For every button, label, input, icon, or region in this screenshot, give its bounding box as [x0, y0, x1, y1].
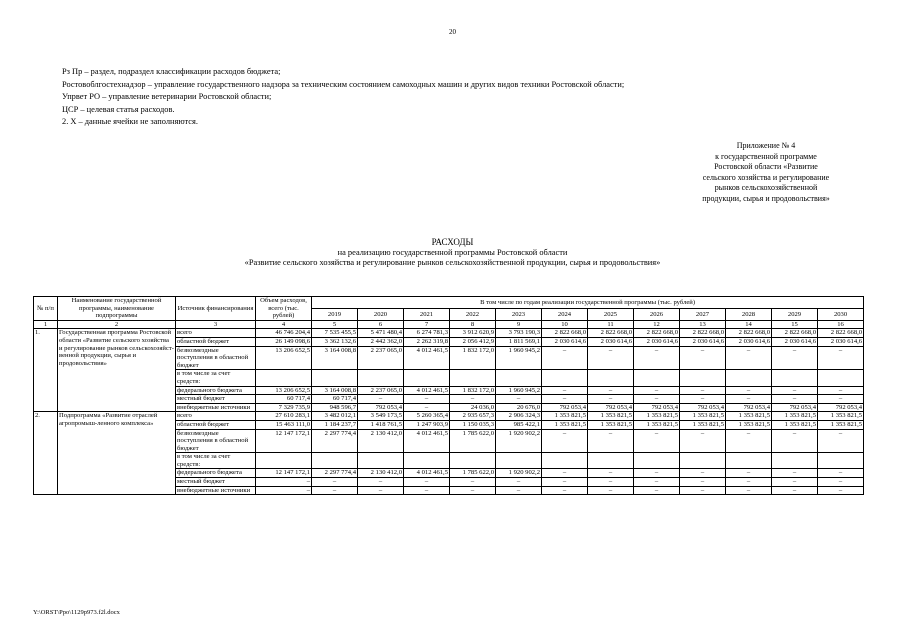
legend-line: 2. Х – данные ячейки не заполняются. — [62, 117, 198, 126]
year-value: – — [772, 395, 818, 404]
year-value: – — [588, 346, 634, 370]
year-value: 1 418 761,5 — [358, 420, 404, 429]
year-value: – — [726, 469, 772, 478]
header-year: 2021 — [404, 308, 450, 320]
year-value: – — [634, 478, 680, 487]
title-heading: РАСХОДЫ — [431, 237, 474, 247]
year-value: 1 785 622,0 — [450, 469, 496, 478]
appendix-line: сельского хозяйства и регулирование — [702, 172, 830, 182]
year-value: – — [818, 386, 864, 395]
year-value: 20 676,0 — [496, 403, 542, 412]
year-value: – — [634, 386, 680, 395]
year-value: – — [818, 486, 864, 495]
column-number: 7 — [404, 320, 450, 329]
year-value — [634, 453, 680, 469]
appendix-line: Ростовской области «Развитие — [714, 162, 818, 171]
year-value — [634, 370, 680, 386]
year-value: 2 822 668,0 — [772, 329, 818, 338]
header-year: 2028 — [726, 308, 772, 320]
year-value — [450, 453, 496, 469]
year-value: – — [450, 478, 496, 487]
year-value: 1 150 035,3 — [450, 420, 496, 429]
funding-source: областной бюджет — [176, 337, 256, 346]
year-value: 2 237 065,0 — [358, 346, 404, 370]
year-value — [680, 370, 726, 386]
header-source: Источник финансирования — [176, 297, 256, 321]
year-value: – — [588, 395, 634, 404]
year-value: – — [450, 395, 496, 404]
year-value: 792 053,4 — [588, 403, 634, 412]
year-value: – — [726, 486, 772, 495]
year-value: 1 184 237,7 — [312, 420, 358, 429]
year-value: 1 353 821,5 — [634, 412, 680, 421]
year-value: 1 353 821,5 — [772, 412, 818, 421]
year-value: 2 030 614,6 — [634, 337, 680, 346]
year-value: 3 482 012,1 — [312, 412, 358, 421]
total-value: 7 329 735,9 — [256, 403, 312, 412]
column-number: 2 — [58, 320, 176, 329]
year-value: 948 596,7 — [312, 403, 358, 412]
year-value: – — [772, 478, 818, 487]
header-years-group: В том числе по годам реализации государственной программы (тыс. рублей) — [312, 297, 864, 309]
year-value: – — [818, 469, 864, 478]
year-value: – — [680, 346, 726, 370]
funding-source: местный бюджет — [176, 478, 256, 487]
year-value: – — [496, 395, 542, 404]
year-value: 5 260 365,4 — [404, 412, 450, 421]
header-year: 2025 — [588, 308, 634, 320]
header-year: 2023 — [496, 308, 542, 320]
year-value: – — [404, 486, 450, 495]
year-value: 792 053,4 — [680, 403, 726, 412]
header-name: Наименование государственной программы, наименование подпрограммы — [58, 297, 176, 321]
year-value: 1 832 172,0 — [450, 346, 496, 370]
year-value: – — [818, 478, 864, 487]
year-value: 2 297 774,4 — [312, 469, 358, 478]
year-value: 1 353 821,5 — [634, 420, 680, 429]
year-value: 3 549 173,5 — [358, 412, 404, 421]
year-value: – — [726, 478, 772, 487]
year-value — [404, 453, 450, 469]
abbreviations-legend — [62, 66, 624, 129]
column-number: 11 — [588, 320, 634, 329]
year-value: 792 053,4 — [542, 403, 588, 412]
legend-line: Рз Пр – раздел, подраздел классификации расходов бюджета; — [62, 67, 281, 76]
funding-source: федерального бюджета — [176, 469, 256, 478]
legend-line: ЦСР – целевая статья расходов. — [62, 104, 175, 114]
column-number: 13 — [680, 320, 726, 329]
legend-line: Ростовоблгостехнадзор – управление государственного надзора за техническим состоянием самоходных машин и других видов техники Ростовской области; — [62, 79, 625, 89]
year-value: 3 793 190,3 — [496, 329, 542, 338]
column-number: 8 — [450, 320, 496, 329]
year-value: 2 935 657,3 — [450, 412, 496, 421]
row-number: 1. — [34, 329, 58, 412]
funding-source: внебюджетные источники — [176, 486, 256, 495]
year-value — [358, 453, 404, 469]
total-value: 26 149 098,6 — [256, 337, 312, 346]
year-value: – — [680, 429, 726, 453]
header-total: Объем расходов, всего (тыс. рублей) — [256, 297, 312, 321]
year-value: – — [772, 386, 818, 395]
year-value: – — [726, 429, 772, 453]
year-value: 1 960 945,2 — [496, 386, 542, 395]
year-value — [542, 453, 588, 469]
total-value — [256, 370, 312, 386]
year-value: 2 822 668,0 — [542, 329, 588, 338]
year-value: – — [588, 469, 634, 478]
column-number: 6 — [358, 320, 404, 329]
total-value: – — [256, 486, 312, 495]
year-value — [818, 370, 864, 386]
appendix-caption — [676, 141, 856, 204]
header-year: 2022 — [450, 308, 496, 320]
year-value: 2 030 614,6 — [818, 337, 864, 346]
year-value: – — [542, 486, 588, 495]
year-value: – — [358, 486, 404, 495]
year-value: – — [588, 478, 634, 487]
year-value: 3 912 620,9 — [450, 329, 496, 338]
year-value: 2 822 668,0 — [680, 329, 726, 338]
header-year: 2024 — [542, 308, 588, 320]
program-name: Государственная программа Ростовской области «Развитие сельского хозяйства и регулирование рынков сельскохозяйст-венной продукции, сырья и продовольствия» — [58, 329, 176, 412]
year-value — [588, 453, 634, 469]
year-value — [496, 453, 542, 469]
year-value: – — [634, 346, 680, 370]
year-value: 2 130 412,0 — [358, 469, 404, 478]
column-number: 14 — [726, 320, 772, 329]
year-value — [726, 453, 772, 469]
year-value: – — [634, 395, 680, 404]
year-value: – — [588, 429, 634, 453]
year-value: – — [772, 469, 818, 478]
header-year: 2020 — [358, 308, 404, 320]
year-value: – — [818, 395, 864, 404]
year-value: 1 811 569,1 — [496, 337, 542, 346]
year-value — [450, 370, 496, 386]
funding-source: областной бюджет — [176, 420, 256, 429]
year-value: 6 274 781,3 — [404, 329, 450, 338]
funding-source: безвозмездные поступления в областной бюджет — [176, 429, 256, 453]
year-value: – — [542, 346, 588, 370]
total-value: – — [256, 478, 312, 487]
year-value: – — [404, 403, 450, 412]
year-value: – — [634, 486, 680, 495]
funding-source: в том числе за счет средств: — [176, 370, 256, 386]
year-value: – — [450, 486, 496, 495]
year-value: 792 053,4 — [726, 403, 772, 412]
year-value: 1 353 821,5 — [818, 420, 864, 429]
year-value: 2 056 412,9 — [450, 337, 496, 346]
year-value — [726, 370, 772, 386]
year-value: – — [496, 486, 542, 495]
year-value: 792 053,4 — [818, 403, 864, 412]
table-row — [34, 329, 864, 338]
year-value: 2 030 614,6 — [588, 337, 634, 346]
header-year: 2026 — [634, 308, 680, 320]
year-value: 2 822 668,0 — [726, 329, 772, 338]
year-value: – — [680, 478, 726, 487]
year-value — [312, 453, 358, 469]
document-title — [0, 237, 905, 269]
year-value: 1 785 622,0 — [450, 429, 496, 453]
year-value: – — [312, 486, 358, 495]
year-value: – — [772, 429, 818, 453]
year-value: – — [818, 346, 864, 370]
total-value: 60 717,4 — [256, 395, 312, 404]
year-value: – — [404, 395, 450, 404]
total-value: 27 610 283,1 — [256, 412, 312, 421]
page-number: 20 — [449, 28, 456, 36]
year-value: – — [680, 486, 726, 495]
year-value: – — [542, 386, 588, 395]
total-value: 12 147 172,1 — [256, 469, 312, 478]
year-value: 4 012 461,5 — [404, 429, 450, 453]
header-year: 2029 — [772, 308, 818, 320]
year-value — [542, 370, 588, 386]
year-value: 24 036,0 — [450, 403, 496, 412]
program-name: Подпрограмма «Развитие отраслей агропромыш-ленного комплекса» — [58, 412, 176, 495]
year-value: 4 012 461,5 — [404, 469, 450, 478]
legend-line: Упрвет РО – управление ветеринарии Ростовской области; — [62, 92, 272, 101]
total-value: 13 206 652,5 — [256, 346, 312, 370]
year-value: 3 164 008,8 — [312, 346, 358, 370]
column-number: 12 — [634, 320, 680, 329]
year-value: 5 471 480,4 — [358, 329, 404, 338]
year-value: – — [680, 386, 726, 395]
year-value: – — [542, 469, 588, 478]
header-year: 2030 — [818, 308, 864, 320]
year-value: 1 920 902,2 — [496, 429, 542, 453]
year-value: 2 442 362,0 — [358, 337, 404, 346]
funding-source: безвозмездные поступления в областной бюджет — [176, 346, 256, 370]
funding-source: всего — [176, 412, 256, 421]
column-number: 4 — [256, 320, 312, 329]
year-value: 1 353 821,5 — [726, 412, 772, 421]
year-value: – — [726, 395, 772, 404]
column-number: 3 — [176, 320, 256, 329]
year-value: 792 053,4 — [358, 403, 404, 412]
year-value — [312, 370, 358, 386]
year-value: 1 353 821,5 — [588, 412, 634, 421]
year-value: 985 422,1 — [496, 420, 542, 429]
year-value: 7 535 455,5 — [312, 329, 358, 338]
year-value: 2 030 614,6 — [542, 337, 588, 346]
year-value: 1 353 821,5 — [588, 420, 634, 429]
header-year: 2019 — [312, 308, 358, 320]
year-value: – — [818, 429, 864, 453]
funding-source: местный бюджет — [176, 395, 256, 404]
year-value: 1 920 902,2 — [496, 469, 542, 478]
year-value: 1 353 821,5 — [726, 420, 772, 429]
year-value: 4 012 461,5 — [404, 386, 450, 395]
year-value: – — [726, 386, 772, 395]
year-value: 2 237 065,0 — [358, 386, 404, 395]
column-number: 16 — [818, 320, 864, 329]
year-value: – — [772, 486, 818, 495]
row-number: 2. — [34, 412, 58, 495]
year-value: 792 053,4 — [634, 403, 680, 412]
year-value — [818, 453, 864, 469]
year-value: 2 262 319,8 — [404, 337, 450, 346]
column-number: 9 — [496, 320, 542, 329]
column-number: 10 — [542, 320, 588, 329]
year-value: – — [772, 346, 818, 370]
appendix-line: Приложение № 4 — [736, 141, 796, 150]
title-line: на реализацию государственной программы Ростовской области — [337, 247, 568, 257]
header-year: 2027 — [680, 308, 726, 320]
year-value: 1 353 821,5 — [818, 412, 864, 421]
year-value: 2 030 614,6 — [680, 337, 726, 346]
year-value: 2 130 412,0 — [358, 429, 404, 453]
table-row — [34, 412, 864, 421]
year-value: 1 960 945,2 — [496, 346, 542, 370]
year-value: – — [680, 469, 726, 478]
appendix-line: продукции, сырья и продовольствия» — [702, 193, 830, 203]
year-value — [358, 370, 404, 386]
year-value: – — [634, 469, 680, 478]
funding-source: федерального бюджета — [176, 386, 256, 395]
year-value: 2 906 324,3 — [496, 412, 542, 421]
year-value: – — [542, 478, 588, 487]
appendix-line: рынков сельскохозяйственной — [714, 183, 818, 192]
year-value: 3 164 008,8 — [312, 386, 358, 395]
year-value: – — [404, 478, 450, 487]
year-value: – — [588, 386, 634, 395]
year-value: – — [312, 478, 358, 487]
year-value: 2 030 614,6 — [726, 337, 772, 346]
year-value: 2 822 668,0 — [634, 329, 680, 338]
year-value: 2 822 668,0 — [588, 329, 634, 338]
year-value: 4 012 461,5 — [404, 346, 450, 370]
year-value: – — [542, 429, 588, 453]
year-value: – — [496, 478, 542, 487]
year-value — [404, 370, 450, 386]
year-value: 2 030 614,6 — [772, 337, 818, 346]
appendix-line: к государственной программе — [715, 151, 817, 161]
year-value — [496, 370, 542, 386]
year-value: – — [726, 346, 772, 370]
year-value: 1 353 821,5 — [542, 420, 588, 429]
expenses-table — [33, 296, 864, 495]
year-value: 1 353 821,5 — [680, 420, 726, 429]
year-value: 3 362 132,6 — [312, 337, 358, 346]
year-value: – — [634, 429, 680, 453]
year-value: 1 353 821,5 — [680, 412, 726, 421]
total-value: 13 206 652,5 — [256, 386, 312, 395]
column-number: 15 — [772, 320, 818, 329]
year-value: 1 353 821,5 — [542, 412, 588, 421]
column-number: 1 — [34, 320, 58, 329]
year-value: – — [680, 395, 726, 404]
year-value: 1 353 821,5 — [772, 420, 818, 429]
year-value: – — [358, 395, 404, 404]
year-value: 2 297 774,4 — [312, 429, 358, 453]
footer-file-path: Y:\ORST\Ppo\1129p973.f2l.docx — [33, 609, 120, 616]
year-value: 60 717,4 — [312, 395, 358, 404]
funding-source: в том числе за счет средств: — [176, 453, 256, 469]
total-value — [256, 453, 312, 469]
year-value: – — [358, 478, 404, 487]
year-value: – — [588, 486, 634, 495]
total-value: 12 147 172,1 — [256, 429, 312, 453]
year-value: 792 053,4 — [772, 403, 818, 412]
column-number: 5 — [312, 320, 358, 329]
year-value: 1 247 903,9 — [404, 420, 450, 429]
title-line: «Развитие сельского хозяйства и регулирование рынков сельскохозяйственной продукции, сырья и продовольствия» — [244, 258, 661, 267]
total-value: 15 463 111,0 — [256, 420, 312, 429]
year-value — [588, 370, 634, 386]
year-value — [680, 453, 726, 469]
year-value: – — [542, 395, 588, 404]
total-value: 46 746 204,4 — [256, 329, 312, 338]
year-value — [772, 453, 818, 469]
funding-source: внебюджетные источники — [176, 403, 256, 412]
year-value — [772, 370, 818, 386]
header-num: № п/п — [34, 297, 58, 321]
year-value: 1 832 172,0 — [450, 386, 496, 395]
year-value: 2 822 668,0 — [818, 329, 864, 338]
funding-source: всего — [176, 329, 256, 338]
